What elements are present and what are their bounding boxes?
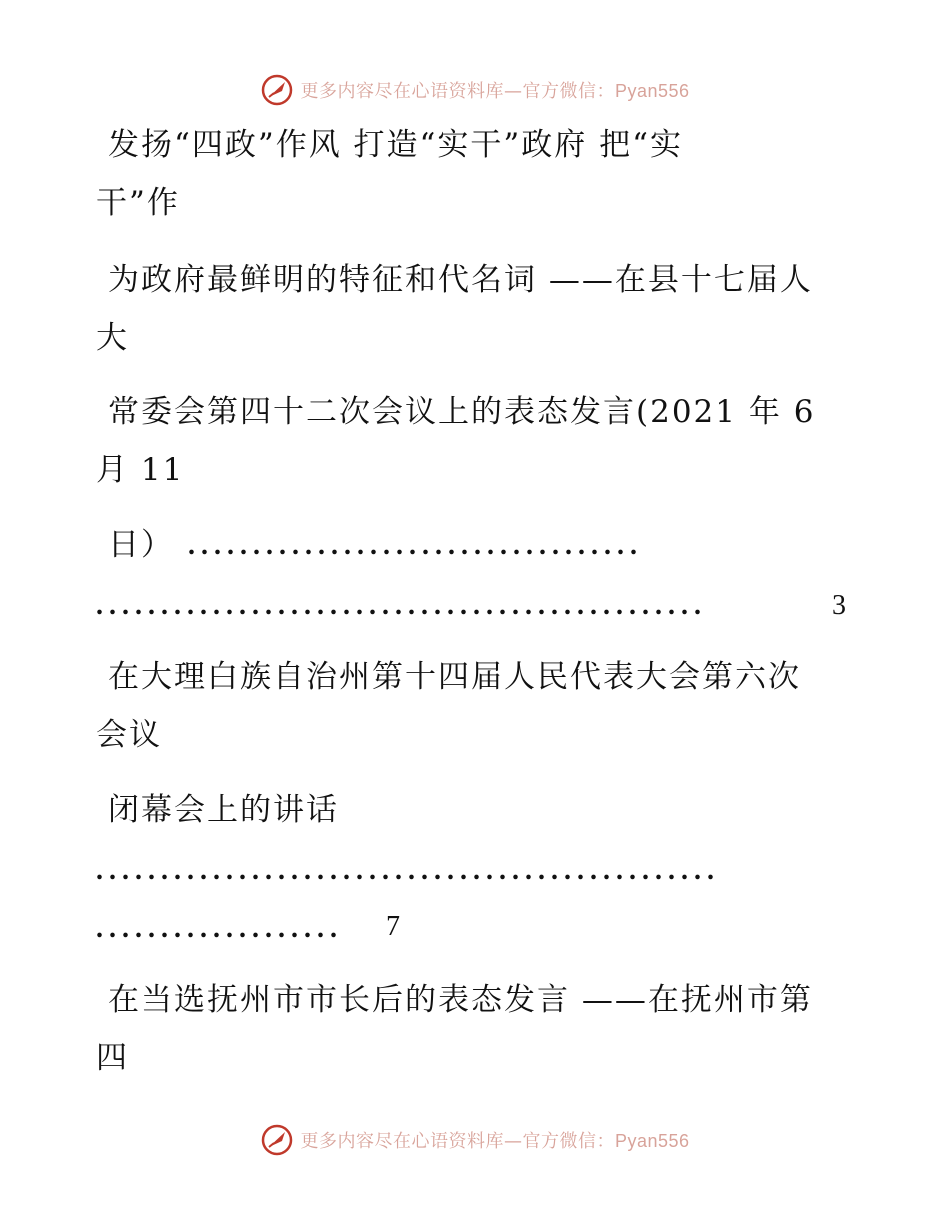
toc-entry-2-title-line: 会议 xyxy=(96,717,162,753)
toc-entry-1-title-line: 干”作 xyxy=(96,185,180,221)
toc-entry-1-leader: ............................................... xyxy=(96,590,707,621)
toc-entry-2-title-line: 在大理白族自治州第十四届人民代表大会第六次 xyxy=(108,659,801,695)
header-watermark xyxy=(0,70,950,110)
toc-entry-1-title-line: 发扬“四政”作风 打造“实干”政府 把“实 xyxy=(108,127,683,163)
toc-entry-1-title-line: 日） xyxy=(108,527,174,563)
watermark-text: 更多内容尽在心语资料库—官方微信：Pyan556 xyxy=(300,81,690,102)
quill-logo-icon xyxy=(260,1123,294,1157)
toc-entry-1-title-line: 常委会第四十二次会议上的表态发言(2021 年 6 xyxy=(108,394,816,430)
footer-watermark xyxy=(0,1120,950,1160)
watermark-text: 更多内容尽在心语资料库—官方微信：Pyan556 xyxy=(300,1131,690,1152)
toc-entry-1-leader: ................................... xyxy=(188,530,643,561)
toc-entry-1-title-line: 月 11 xyxy=(96,452,185,488)
toc-entry-1-title-line: 大 xyxy=(96,320,129,356)
toc-entry-2-title-line: 闭幕会上的讲话 xyxy=(108,792,339,828)
toc-entry-2-leader: ................... xyxy=(96,913,343,944)
toc-entry-1-title-line: 为政府最鲜明的特征和代名词 ——在县十七届人 xyxy=(108,262,813,298)
toc-entry-2-leader: ................................................ xyxy=(96,855,720,886)
toc-entry-3-title-line: 四 xyxy=(96,1040,129,1076)
toc-entry-2-page-number: 7 xyxy=(386,911,402,942)
toc-entry-3-title-line: 在当选抚州市市长后的表态发言 ——在抚州市第 xyxy=(108,982,813,1018)
toc-entry-1-page-number: 3 xyxy=(832,590,848,621)
quill-logo-icon xyxy=(260,73,294,107)
